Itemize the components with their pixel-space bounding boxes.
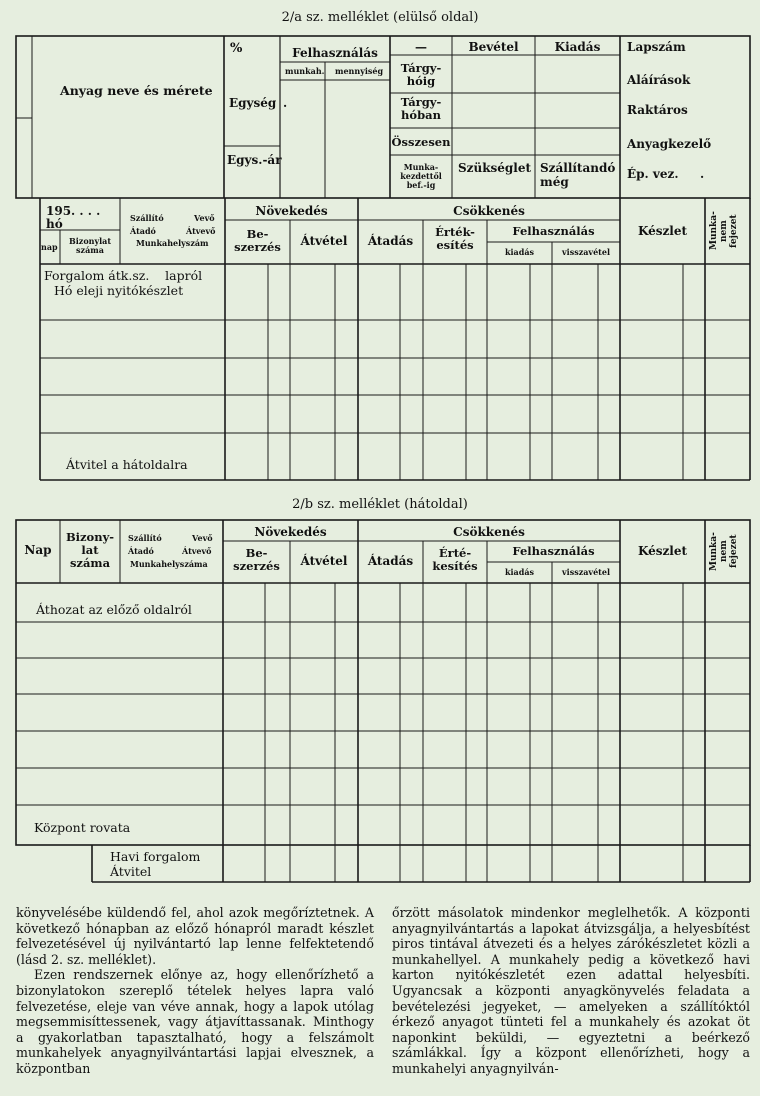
left-paragraph-1: könyvelésébe küldendő fel, ahol azok megőríztetnek. A következő hónapban az előző hónapról maradt készlet felvezetésével új nyilvántartó lap lenne felfektetendő (lásd 2. sz. melléklet). [16,905,374,967]
supplier-header: Szállító [130,213,164,223]
row-transfer-back: Átvitel a hátoldalra [66,457,188,472]
form-b-stock-header: Készlet [637,544,688,558]
material-name-header: Anyag neve és mérete [60,83,213,98]
construction-lead-label: Ép. vez. [627,167,679,181]
need-header: Szükséglet [458,161,532,175]
delivery-header: Átadás [367,234,414,248]
buyer-header: Vevő [194,213,215,223]
form-a-caption: 2/a sz. melléklet (elülső oldal) [281,10,479,25]
form-b-buyer-header: Vevő [192,533,213,543]
to-deliver-header: Szállítandó még [540,161,616,189]
form-b-handover-header: Átadó [128,546,154,556]
stock-header: Készlet [637,224,688,238]
increase-header: Növekedés [255,204,328,218]
form-b-work-chapter-header: Munka- nem fejezet [709,532,739,571]
row-brought-forward: Áthozat az előző oldalról [36,602,192,617]
percent-header: % [230,41,243,56]
year-label: 195. . . . [46,204,101,218]
procurement-header: Be- szerzés [234,227,281,254]
usage-lower-header: Felhasználás [512,224,595,238]
dash-header: — [415,40,427,54]
monthly-turnover-label: Havi forgalom [110,849,201,864]
usage-qty-header: mennyiség [335,66,384,76]
sale-header: Érték- esítés [435,225,475,252]
form-b-receipt-header: Átvétel [300,554,348,568]
left-paragraph-2: Ezen rendszernek előnye az, hogy ellenőrízhető a bizonylatokon szereplő tételek helyes lapra való felvezetése, eleje van véve annak, hogy a lapok utólag megsemmisíttessenek, vagy átjavíttassanak. Minthogy a gyakorlatban tapasztalható, hogy a felszámolt munkahelyek anyagnyilvántartási lapjai elvesznek, a központban [16,967,374,1076]
row-carry-from-sheet: Forgalom átk.sz. lapról [44,268,203,283]
form-b-supplier-header: Szállító [128,533,162,543]
form-b-usage-header: Felhasználás [512,544,595,558]
body-text-right [392,905,750,1077]
handover-header: Átadó [130,226,156,236]
since-start-header: Munka- kezdettől bef.-ig [400,162,442,190]
storekeeper-label: Raktáros [627,103,688,117]
in-month-header: Tárgy- hóban [400,95,442,122]
total-header: Összesen [391,135,451,149]
form-b-decrease-header: Csökkenés [453,525,525,539]
usage-work-header: munkah. [285,66,325,76]
body-text-left [16,905,374,1077]
receipt-header: Átvétel [300,234,348,248]
material-manager-label: Anyagkezelő [627,137,712,151]
row-center-column: Központ rovata [34,820,131,835]
form-b-procurement-header: Be- szerzés [233,546,280,573]
right-paragraph-1: őrzött másolatok mindenkor meglelhetők. A központi anyagnyilvántartás a lapokat átvizsgálja, a helyesbítést piros tintával átvezeti és a helyes zárókészletet közli a munkahellyel. A munkahely pedig a következő havi karton nyitókészletét ezen adattal helyesbíti. Ugyancsak a központi anyagkönyvelés feladata a bevételezési jegyeket, — amelyeken a szállítóktól érkező anyagot tünteti fel a munkahely és azokat öt naponkint beküldi, — egyeztetni a beérkező számlákkal. Így a központ ellenőrízheti, hogy a munkahelyi anyagnyilván- [392,905,750,1076]
form-b-site-number-header: Munkahelyszáma [130,559,208,569]
doc-number-header: Bizonylat száma [68,236,112,255]
form-b-receiver-header: Átvevő [182,546,212,556]
unit-header: Egység [229,96,277,110]
site-number-header: Munkahelyszám [136,238,209,248]
form-b-increase-header: Növekedés [254,525,327,539]
income-header: Bevétel [468,40,519,54]
form-b-sale-header: Érté- kesítés [432,546,478,573]
out-header: kiadás [504,247,535,257]
usage-header: Felhasználás [292,46,378,60]
work-chapter-header: Munka- nem fejezet [709,211,739,251]
dot-mark: . [700,167,705,181]
form-b-return-header: visszavétel [562,567,610,577]
return-header: visszavétel [562,247,610,257]
form-b-day-header: Nap [24,543,52,557]
row-opening-stock: Hó eleji nyitókészlet [54,283,184,298]
receiver-header: Átvevő [186,226,216,236]
signatures-label: Aláírások [627,73,691,87]
form-b-doc-number-header: Bizony- lat száma [65,530,115,570]
sheet-number-label: Lapszám [627,40,686,54]
unit-price-header: Egys.-ár [227,153,282,167]
day-label: nap [41,242,58,252]
form-b-delivery-header: Átadás [367,554,414,568]
dot-mark-unit: . [283,96,288,110]
month-label: hó [46,217,63,231]
monthly-transfer-label: Átvitel [110,864,152,879]
form-b-caption: 2/b sz. melléklet (hátoldal) [292,497,468,512]
year-to-date-header: Tárgy- hóig [400,61,442,88]
decrease-header: Csökkenés [453,204,525,218]
form-b-out-header: kiadás [504,567,535,577]
expense-header: Kiadás [554,40,601,54]
